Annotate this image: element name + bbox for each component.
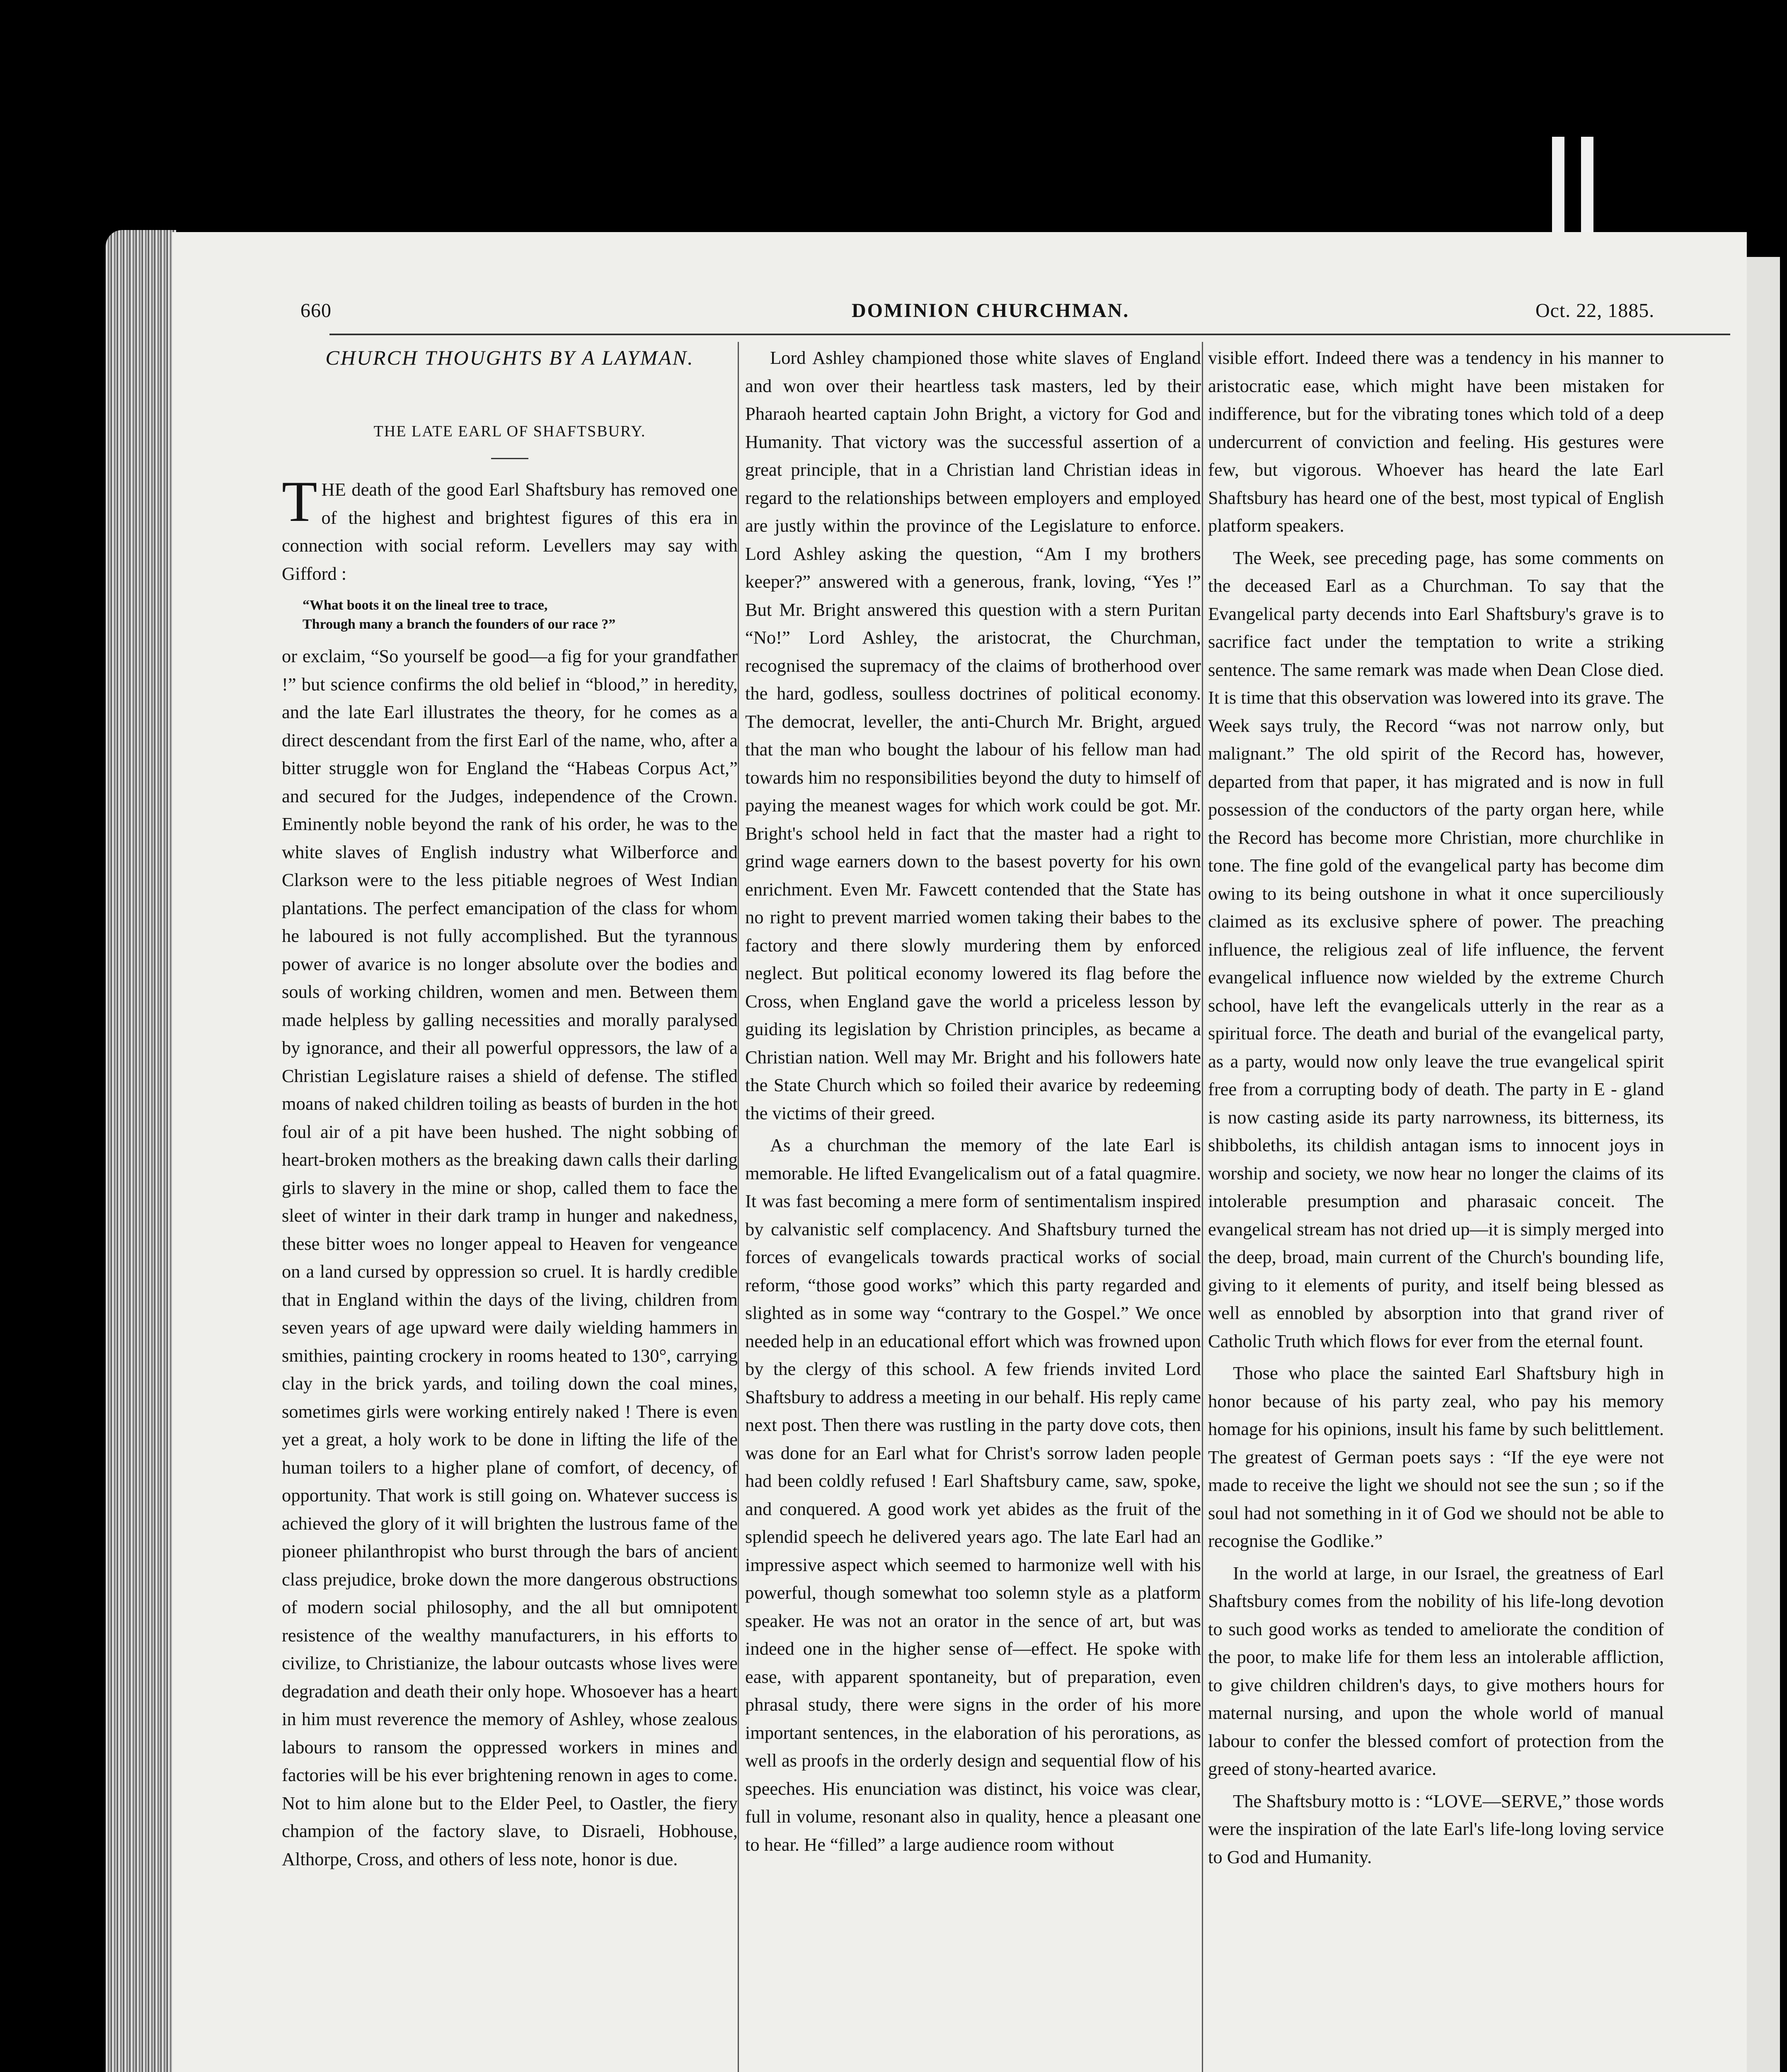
- paragraph-ashley: Lord Ashley championed those white slaves of England and won over their heartless task masters, led by their Pharaoh hearted captain John Bright, a victory for God and Humanity. That victory was the successful assertion of a great principle, that in a Christian land Christian ideas in regard to the relationships between employers and employed are justly within the province of the Legislature to enforce. Lord Ashley asking the question, “Am I my brothers keeper?” answered with a generous, frank, loving, “Yes !” But Mr. Bright answered this question with a stern Puritan “No!” Lord Ashley, the aristocrat, the Churchman, recognised the supremacy of the claims of brotherhood over the hard, godless, soulless doctrines of political economy. The democrat, leveller, the anti-Church Mr. Bright, argued that the man who bought the labour of his fellow man had towards him no responsibilities beyond the duty to himself of paying the meanest wages for which work could be got. Mr. Bright's school held in fact that the master had a right to grind wage earners down to the basest poverty for his own enrichment. Even Mr. Fawcett contended that the State has no right to prevent married women taking their babes to the factory and there slowly murdering them by enforced neglect. But political economy lowered its flag before the Cross, when England gave the world a priceless lesson by guiding its legislation by Christion principles, as became a Christian nation. Well may Mr. Bright and his followers hate the State Church which so foiled their avarice by redeeming the victims of their greed.: [745, 347, 1201, 1123]
- page-number: 660: [300, 300, 332, 322]
- gifford-quote: [303, 596, 738, 634]
- article-column-2: [745, 344, 1201, 1863]
- issue-date: Oct. 22, 1885.: [1535, 300, 1655, 322]
- body-paragraph: or exclaim, “So yourself be good—a fig for your grandfather !” but science confirms the old belief in “blood,” in heredity, and the late Earl illustrates the theory, for he comes as a direct descendant from the first Earl of the name, who, after a bitter struggle won for England the “Habeas Corpus Act,” and secured for the Judges, independence of the Crown. Eminently noble beyond the rank of his order, he was to the white slaves of English industry what Wilberforce and Clarkson were to the less pitiable negroes of West Indian plantations. The perfect emancipation of the class for whom he laboured is not fully accomplished. But the tyrannous power of avarice is no longer absolute over the bodies and souls of working children, women and men. Between them made helpless by galling necessities and morally paralysed by ignorance, and their all powerful oppressors, the law of a Christian Legislature raises a shield of defense. The stifled moans of naked children toiling as beasts of burden in the hot foul air of a pit have been hushed. The night sobbing of heart-broken mothers as the breaking dawn calls their darling girls to slavery in the mine or shop, called them to face the sleet of winter in their dark tramp in hunger and nakedness, these bitter woes no longer appeal to Heaven for vengeance on a land cursed by oppression so cruel. It is hardly credible that in England within the days of the living, children from seven years of age upward were daily wielding hammers in smithies, painting crockery in rooms heated to 130°, carrying clay in the brick yards, and toiling down the coal mines, sometimes girls were working entirely naked ! There is even yet a great, a holy work to be done in lifting the life of the human toilers to a higher plane of comfort, of decency, of opportunity. That work is still going on. Whatever success is achieved the glory of it will brighten the lustrous fame of the pioneer philanthropist who burst through the bars of ancient class prejudice, broke down the more dangerous obstructions of modern social philosophy, and the all but omnipotent resistence of the wealthy manufacturers, in his efforts to civilize, to Christianize, the labour outcasts whose lives were degradation and death their only hope. Whosoever has a heart in him must reverence the memory of Ashley, whose zealous labours to ransom the oppressed workers in mines and factories will be his ever brightening renown in ages to come. Not to him alone but to the Elder Peel, to Oastler, the fiery champion of the factory slave, to Disraeli, Hobhouse, Althorpe, Cross, and others of less note, honor is due.: [282, 646, 738, 1869]
- quote-line-2: Through many a branch the founders of our race ?”: [303, 617, 616, 632]
- paragraph-world: In the world at large, in our Israel, the greatness of Earl Shaftsbury comes from the nobility of his life-long devotion to such good works as tended to ameliorate the condition of the poor, to make life for them less an intolerable affliction, to give children children's days, to give mothers hours for maternal nursing, and upon the whole world of manual labour to confer the blessed comfort of protection from the greed of stony-hearted avarice.: [1208, 1562, 1664, 1779]
- drop-cap: T: [282, 470, 317, 534]
- paragraph-churchman: As a churchman the memory of the late Earl is memorable. He lifted Evangelicalism out of a fatal quagmire. It was fast becoming a mere form of sentimentalism inspired by calvanistic self complacency. And Shaftsbury turned the forces of evangelicals towards practical works of social reform, “those good works” which this party regarded and slighted as in some way “contrary to the Gospel.” We once needed help in an educational effort which was frowned upon by the clergy of this school. A few friends invited Lord Shaftsbury to address a meeting in our behalf. His reply came next post. Then there was rustling in the party dove cots, then was done for an Earl what for Christ's sorrow laden people had been coldly refused ! Earl Shaftsbury came, saw, spoke, and conquered. A good work yet abides as the fruit of the splendid speech he delivered years ago. The late Earl had an impressive aspect which seemed to harmonize well with his powerful, though somewhat too solemn style as a platform speaker. He was not an orator in the sence of art, but was indeed one in the higher sense of—effect. He spoke with ease, with apparent spontaneity, but of preparation, even phrasal study, there were signs in the order of his more important sentences, in the elaboration of his perorations, as well as proofs in the orderly design and sequential flow of his speeches. His enunciation was distinct, his voice was clear, full in volume, resonant also in quality, hence a pleasant one to hear. He “filled” a large audience room without: [745, 1135, 1201, 1855]
- paragraph-continuation: visible effort. Indeed there was a tendency in his manner to aristocratic ease, which might have been mistaken for indifference, but for the vibrating tones which told of a deep undercurrent of conviction and feeling. His gestures were few, but vigorous. Whoever has heard the late Earl Shaftsbury has heard one of the best, most typical of English platform speakers.: [1208, 347, 1664, 536]
- subtitle-rule: [491, 458, 528, 459]
- article-column-3: [1208, 344, 1664, 1875]
- paragraph-week: The Week, see preceding page, has some comments on the deceased Earl as a Churchman. To say that the Evangelical party decends into Earl Shaftsbury's grave is to sacrifice fact under the temptation to write a striking sentence. The same remark was made when Dean Close died. It is time that this observation was lowered into its grave. The Week says truly, the Record “was not narrow only, but malignant.” The old spirit of the Record has, however, departed from that paper, it has migrated and is now in full possession of the conductors of the party organ here, while the Record has become more Christian, more churchlike in tone. The fine gold of the evangelical party has become dim owing to its being outshone in what it once superciliously claimed as its exclusive sphere of power. The preaching influence, the religious zeal of life influence, the fervent evangelical influence now wielded by the extreme Church school, have left the evangelicals utterly in the rear as a spiritual force. The death and burial of the evangelical party, as a party, would now only leave the true evangelical spirit free from a corrupting body of death. The party in E - gland is now casting aside its party narrowness, its bitterness, its shibboleths, its childish antagan isms to innocent joys in worship and society, we now hear no longer the claims of its intolerable presumption and pharasaic conceit. The evangelical stream has not dried up—it is simply merged into the deep, broad, main current of the Church's bounding life, giving to it elements of purity, and itself being blessed as well as ennobled by absorption into that grand river of Catholic Truth which flows for ever from the eternal fount.: [1208, 547, 1664, 1351]
- newspaper-page: [172, 232, 1747, 2072]
- book-page-edges: [106, 230, 176, 2072]
- article-subtitle: THE LATE EARL OF SHAFTSBURY.: [373, 422, 646, 440]
- quote-line-1: “What boots it on the lineal tree to trace,: [303, 598, 548, 613]
- paragraph-honor: Those who place the sainted Earl Shaftsbury high in honor because of his party zeal, who pay his memory homage for his opinions, insult his fame by such belittlement. The greatest of German poets says : “If the eye were not made to receive the light we should not see the sun ; so if the soul had not something in it of God we should not be able to recognise the Godlike.”: [1208, 1363, 1664, 1551]
- book-spine: [1747, 257, 1780, 2072]
- article-title: CHURCH THOUGHTS BY A LAYMAN.: [325, 346, 694, 369]
- column-divider-2: [1202, 342, 1203, 2072]
- paragraph-motto: The Shaftsbury motto is : “LOVE—SERVE,” those words were the inspiration of the late Earl's life-long loving service to God and Humanity.: [1208, 1790, 1664, 1867]
- article-column-1: [282, 344, 738, 1877]
- intro-paragraph: [282, 470, 738, 588]
- intro-text: HE death of the good Earl Shaftsbury has removed one of the highest and brightest figures of this era in connection with social reform. Levellers may say with Gifford :: [282, 479, 738, 584]
- column-divider-1: [738, 342, 739, 2072]
- publication-title: DOMINION CHURCHMAN.: [852, 300, 1130, 322]
- header-rule: [329, 334, 1730, 335]
